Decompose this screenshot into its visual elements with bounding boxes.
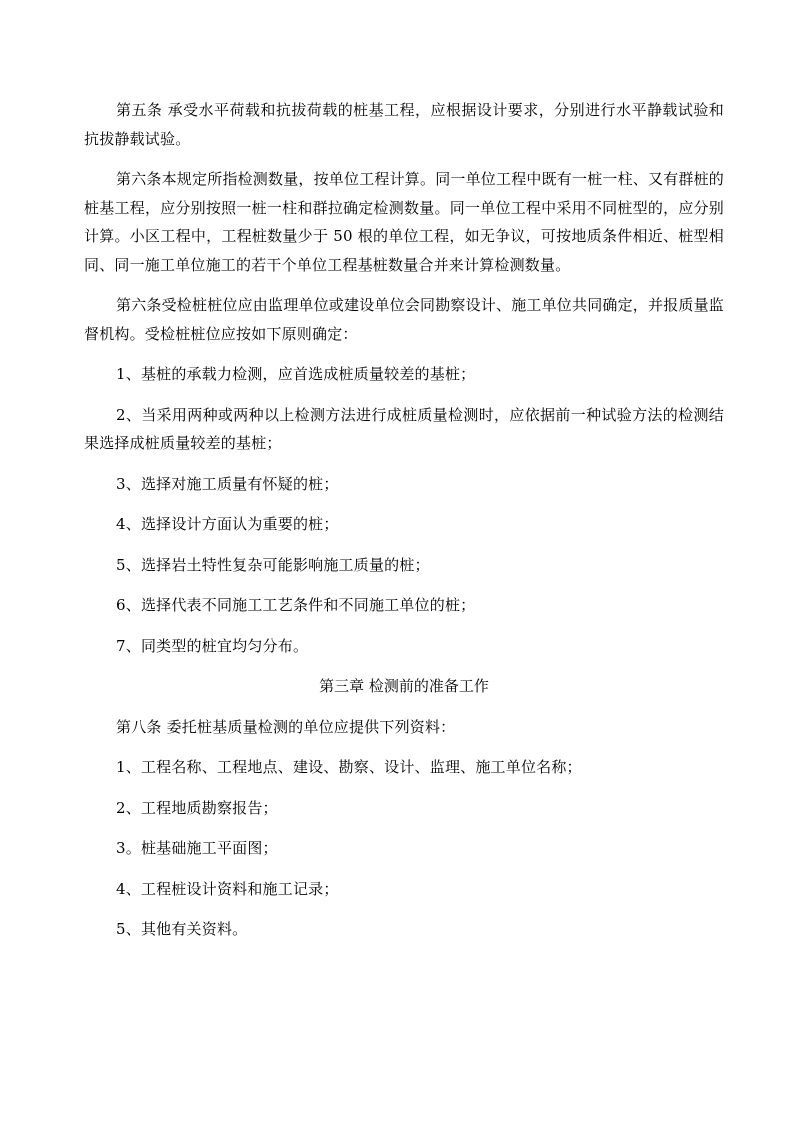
material-item-2: 2、工程地质勘察报告； (116, 798, 278, 817)
article-6b-paragraph: 第六条受检桩桩位应由监理单位或建设单位会同勘察设计、施工单位共同确定，并报质量监督机构。受检桩桩位应按如下原则确定： (84, 296, 725, 343)
principle-item-6: 6、选择代表不同施工工艺条件和不同施工单位的桩； (116, 596, 476, 614)
material-item-4: 4、工程桩设计资料和施工记录； (116, 879, 339, 898)
principle-item-3: 3、选择对施工质量有怀疑的桩； (116, 474, 339, 493)
principle-item-5: 5、选择岩土特性复杂可能影响施工质量的桩； (116, 555, 430, 574)
material-item-5: 5、其他有关资料。 (116, 920, 248, 938)
document-body (84, 96, 724, 956)
article-8-paragraph: 第八条 委托桩基质量检测的单位应提供下列资料： (116, 717, 456, 736)
principle-item-7: 7、同类型的桩宜均匀分布。 (116, 636, 309, 655)
material-item-3: 3。桩基础施工平面图； (116, 839, 278, 857)
material-item-1: 1、工程名称、工程地点、建设、勘察、设计、监理、施工单位名称； (116, 758, 582, 776)
article-5-paragraph: 第五条 承受水平荷载和抗拔荷载的桩基工程，应根据设计要求，分别进行水平静载试验和抗拔静载试验。 (84, 101, 724, 148)
chapter-heading: 第三章 检测前的准备工作 (319, 677, 489, 695)
principle-item-4: 4、选择设计方面认为重要的桩； (116, 515, 339, 533)
article-6-paragraph: 第六条本规定所指检测数量，按单位工程计算。同一单位工程中既有一桩一柱、又有群桩的桩基工程，应分别按照一桩一柱和群拉确定检测数量。同一单位工程中采用不同桩型的，应分别计算。小区工程中，工程桩数量少于 50 根的单位工程，如无争议，可按地质条件相近、桩型相同、同一施工单位施工的若干个单位工程基桩数量合并来计算检测数量。 (84, 170, 725, 274)
principle-item-1: 1、基桩的承载力检测，应首选成桩质量较差的基桩； (116, 365, 476, 383)
principle-item-2: 2、当采用两种或两种以上检测方法进行成桩质量检测时，应依据前一种试验方法的检测结果选择成桩质量较差的基桩； (84, 405, 724, 452)
